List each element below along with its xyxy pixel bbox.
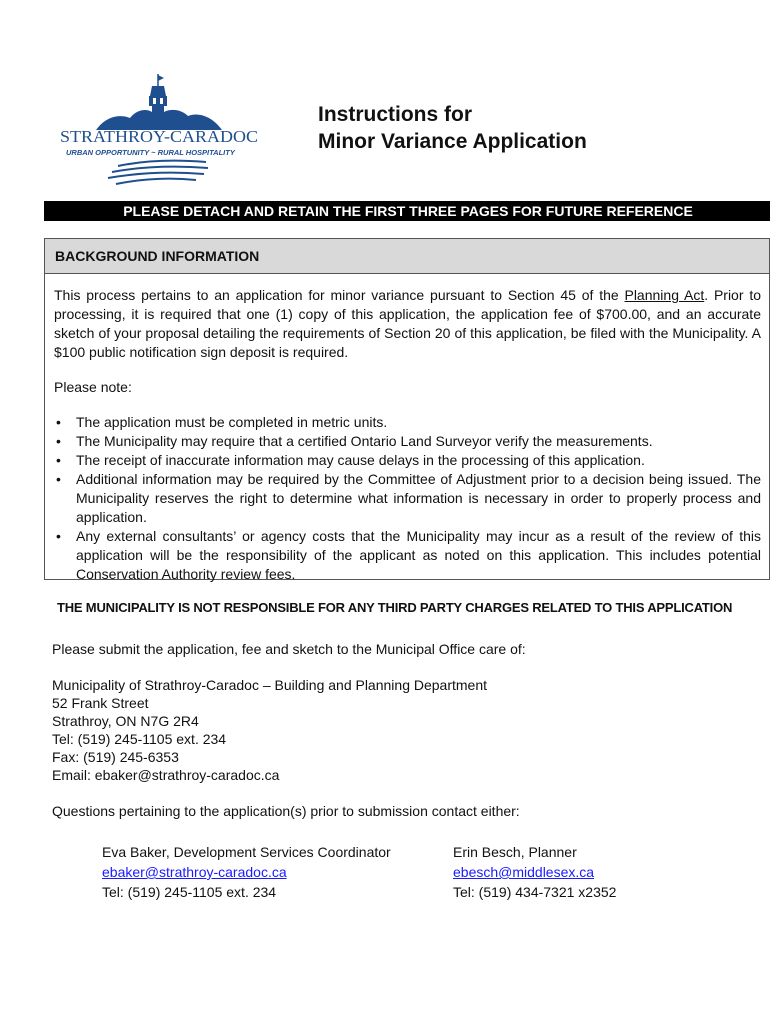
submit-instructions: Please submit the application, fee and sketch to the Municipal Office care of:: [52, 641, 526, 657]
contact-email-link[interactable]: ebesch@middlesex.ca: [453, 864, 595, 880]
logo-tagline: URBAN OPPORTUNITY ~ RURAL HOSPITALITY: [66, 148, 235, 157]
page-title: [318, 101, 587, 155]
strathroy-caradoc-logo: [56, 72, 262, 188]
retain-pages-banner: PLEASE DETACH AND RETAIN THE FIRST THREE PAGES FOR FUTURE REFERENCE: [44, 201, 770, 221]
please-note-label: Please note:: [54, 379, 132, 395]
contact-erin-besch: [453, 842, 616, 902]
contact-tel: Tel: (519) 434-7321 x2352: [453, 884, 617, 900]
note-item: • The Municipality may require that a certified Ontario Land Surveyor verify the measurements.: [76, 432, 761, 451]
contact-eva-baker: [102, 842, 391, 902]
third-party-disclaimer: THE MUNICIPALITY IS NOT RESPONSIBLE FOR ANY THIRD PARTY CHARGES RELATED TO THIS APPLICATION: [57, 600, 733, 615]
note-item: • Any external consultants’ or agency costs that the Municipality may incur as a result of the review of this application will be the responsibility of the applicant as noted on this application. This includes potential Conservation Authority review fees.: [76, 527, 761, 584]
note-item: • The application must be completed in metric units.: [76, 413, 761, 432]
note-item: • The receipt of inaccurate information may cause delays in the processing of this application.: [76, 451, 761, 470]
logo-name: STRATHROY-CARADOC: [60, 127, 258, 146]
note-item: • Additional information may be required by the Committee of Adjustment prior to a decision being issued. The Municipality reserves the right to determine what information is necessary in order to properly process and application.: [76, 470, 761, 527]
address-fax: Fax: (519) 245-6353: [52, 749, 179, 765]
background-heading: BACKGROUND INFORMATION: [45, 239, 769, 274]
background-body: [45, 274, 769, 584]
planning-act-reference: Planning Act: [624, 287, 705, 303]
address-tel: Tel: (519) 245-1105 ext. 234: [52, 731, 227, 747]
logo-emblem-icon: [56, 72, 262, 188]
background-information-box: [44, 238, 770, 580]
intro-text-pre: This process pertains to an application for minor variance pursuant to Section 45 of the: [54, 287, 625, 303]
contact-name: Eva Baker, Development Services Coordinator: [102, 844, 391, 860]
municipal-address: [52, 676, 487, 784]
title-line-1: Instructions for: [318, 103, 473, 126]
background-intro: [54, 286, 761, 362]
address-city: Strathroy, ON N7G 2R4: [52, 713, 199, 729]
contact-tel: Tel: (519) 245-1105 ext. 234: [102, 884, 277, 900]
contact-email-link[interactable]: ebaker@strathroy-caradoc.ca: [102, 864, 287, 880]
questions-text: Questions pertaining to the application(s) prior to submission contact either:: [52, 803, 520, 819]
notes-list: [54, 413, 761, 584]
address-street: 52 Frank Street: [52, 695, 149, 711]
intro-text-post: . Prior to processing, it is required that one (1) copy of this application, the application fee of $700.00, and an accurate sketch of your proposal detailing the requirements of Section 20 of this application, be filed with the Municipality. A $100 public notification sign deposit is required.: [54, 287, 761, 360]
address-department: Municipality of Strathroy-Caradoc – Building and Planning Department: [52, 677, 488, 693]
title-line-2: Minor Variance Application: [318, 130, 587, 153]
contact-name: Erin Besch, Planner: [453, 844, 577, 860]
address-email: Email: ebaker@strathroy-caradoc.ca: [52, 767, 280, 783]
